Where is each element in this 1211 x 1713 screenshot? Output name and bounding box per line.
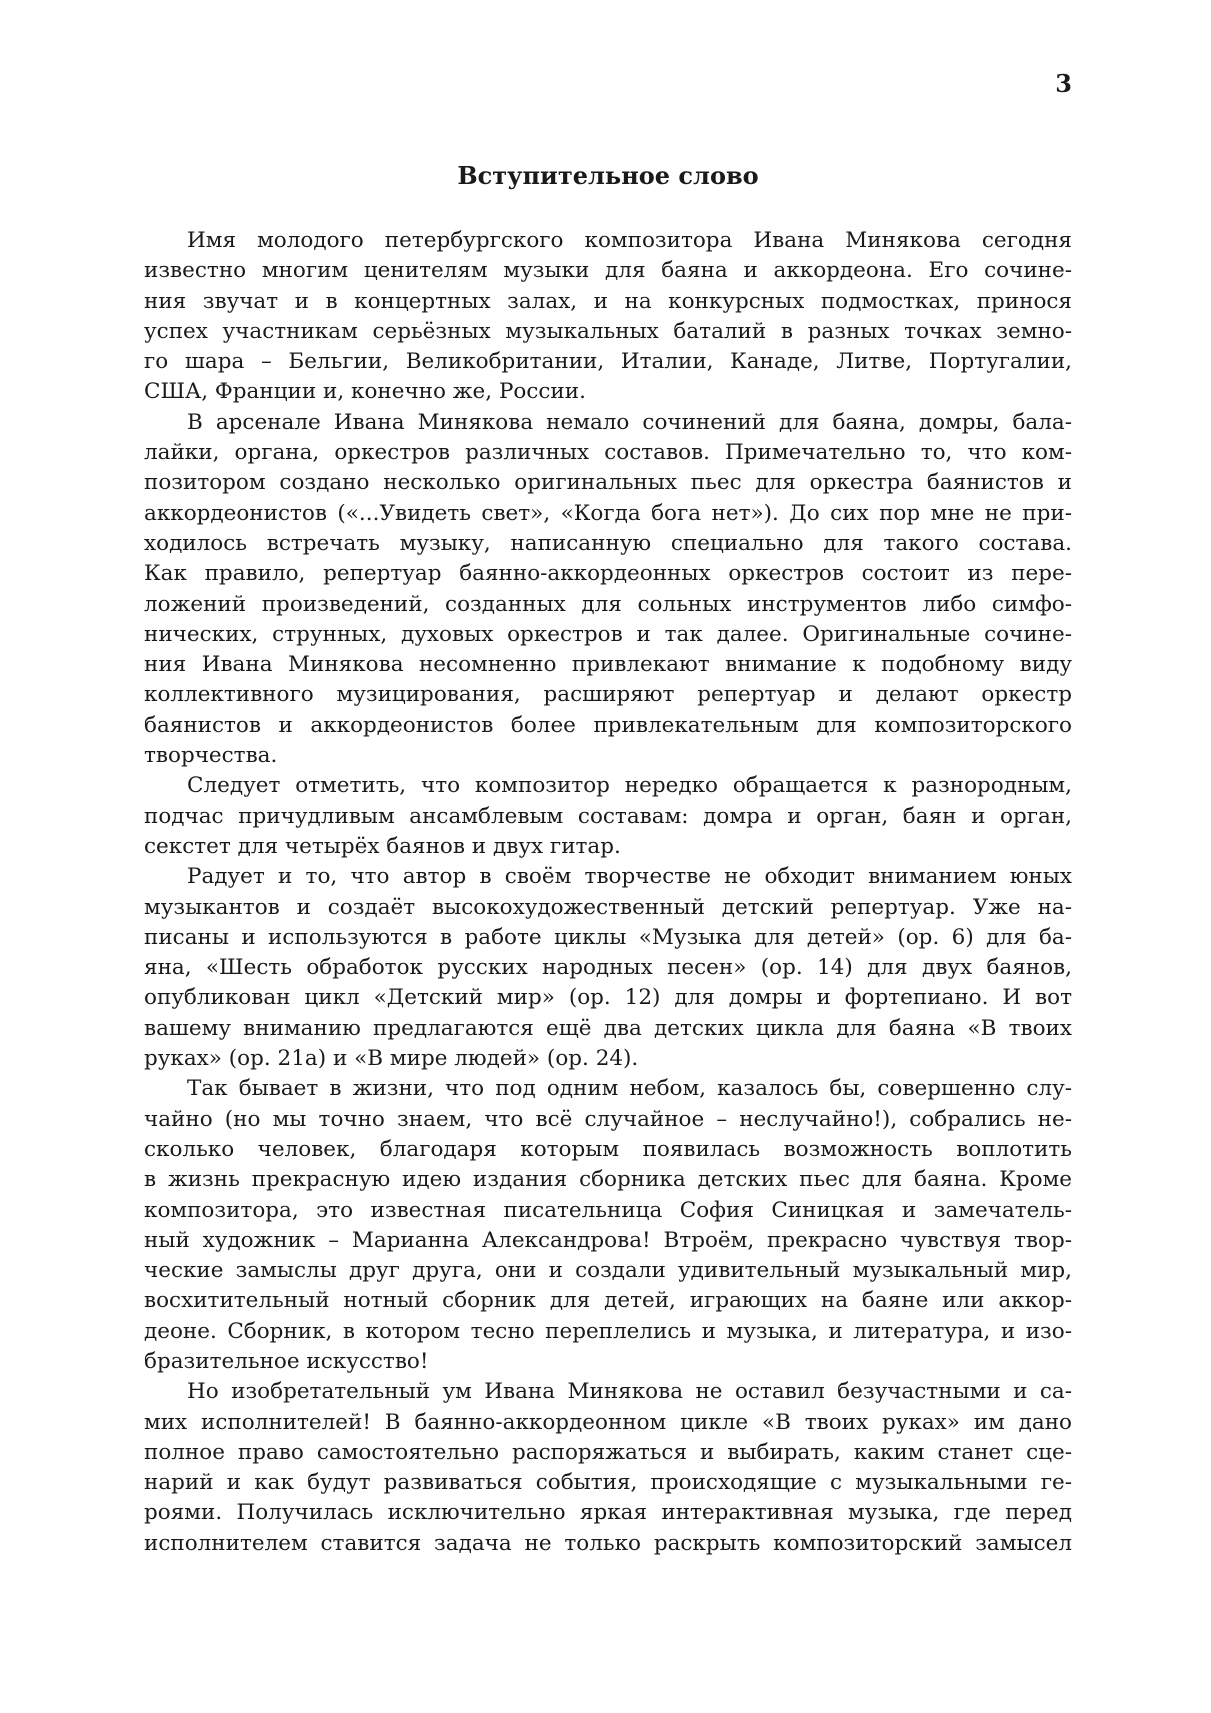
text-line: музыкантов и создаёт высокохудожественный детский репертуар. Уже на- bbox=[144, 894, 1072, 920]
text-line: творчества. bbox=[144, 743, 278, 769]
text-line: позитором создано несколько оригинальных пьес для оркестра баянистов и bbox=[144, 470, 1072, 496]
text-line: Следует отметить, что композитор нередко обращается к разнородным, bbox=[187, 773, 1072, 799]
text-line: исполнителем ставится задача не только раскрыть композиторский замысел bbox=[144, 1530, 1072, 1556]
page-title: Вступительное слово bbox=[457, 161, 759, 190]
text-line: подчас причудливым ансамблевым составам: домра и орган, баян и орган, bbox=[144, 803, 1072, 829]
paragraph bbox=[144, 862, 1072, 1074]
text-line: В арсенале Ивана Минякова немало сочинений для баяна, домры, бала- bbox=[187, 409, 1072, 435]
text-line: опубликован цикл «Детский мир» (op. 12) для домры и фортепиано. И вот bbox=[144, 985, 1072, 1011]
page-number: 3 bbox=[1055, 69, 1072, 98]
text-line: сколько человек, благодаря которым появилась возможность воплотить bbox=[144, 1136, 1072, 1162]
paragraph bbox=[144, 408, 1072, 772]
text-line: ния Ивана Минякова несомненно привлекают внимание к подобному виду bbox=[144, 652, 1072, 678]
text-line: ческие замыслы друг друга, они и создали удивительный музыкальный мир, bbox=[144, 1258, 1072, 1284]
text-line: Но изобретательный ум Ивана Минякова не оставил безучастными и са- bbox=[187, 1379, 1072, 1405]
text-line: США, Франции и, конечно же, России. bbox=[144, 379, 586, 405]
body-text bbox=[144, 226, 1072, 1559]
text-line: нарий и как будут развиваться события, происходящие с музыкальными ге- bbox=[144, 1470, 1072, 1496]
text-line: известно многим ценителям музыки для баяна и аккордеона. Его сочине- bbox=[144, 258, 1072, 284]
text-line: аккордеонистов («...Увидеть свет», «Когда бога нет»). До сих пор мне не при- bbox=[144, 500, 1072, 526]
text-line: полное право самостоятельно распоряжаться и выбирать, каким станет сце- bbox=[144, 1439, 1072, 1465]
text-line: Имя молодого петербургского композитора Ивана Минякова сегодня bbox=[187, 228, 1072, 253]
text-line: писаны и используются в работе циклы «Музыка для детей» (op. 6) для ба- bbox=[144, 924, 1072, 950]
text-line: Радует и то, что автор в своём творчестве не обходит вниманием юных bbox=[187, 864, 1072, 890]
text-line: в жизнь прекрасную идею издания сборника детских пьес для баяна. Кроме bbox=[144, 1167, 1072, 1193]
text-line: Как правило, репертуар баянно-аккордеонных оркестров состоит из пере- bbox=[144, 561, 1072, 587]
text-line: ный художник – Марианна Александрова! Втроём, прекрасно чувствуя твор- bbox=[144, 1227, 1072, 1253]
text-line: ложений произведений, созданных для сольных инструментов либо симфо- bbox=[144, 591, 1072, 617]
text-line: успех участникам серьёзных музыкальных баталий в разных точках земно- bbox=[144, 318, 1072, 344]
text-line: коллективного музицирования, расширяют репертуар и делают оркестр bbox=[144, 682, 1072, 708]
text-line: баянистов и аккордеонистов более привлекательным для композиторского bbox=[144, 712, 1072, 738]
text-line: роями. Получилась исключительно яркая интерактивная музыка, где перед bbox=[144, 1500, 1072, 1526]
text-line: мих исполнителей! В баянно-аккордеонном цикле «В твоих руках» им дано bbox=[144, 1409, 1072, 1435]
text-line: деоне. Сборник, в котором тесно переплелись и музыка, и литература, и изо- bbox=[144, 1318, 1072, 1344]
text-line: яна, «Шесть обработок русских народных песен» (op. 14) для двух баянов, bbox=[144, 955, 1072, 981]
text-line: руках» (op. 21a) и «В мире людей» (op. 24). bbox=[144, 1046, 639, 1072]
text-line: вашему вниманию предлагаются ещё два детских цикла для баяна «В твоих bbox=[144, 1015, 1072, 1041]
text-line: бразительное искусство! bbox=[144, 1348, 429, 1374]
text-line: го шара – Бельгии, Великобритании, Италии, Канаде, Литве, Португалии, bbox=[144, 349, 1072, 375]
paragraph bbox=[144, 1074, 1072, 1377]
paragraph bbox=[144, 1377, 1072, 1559]
text-line: восхитительный нотный сборник для детей, играющих на баяне или аккор- bbox=[144, 1288, 1072, 1314]
text-line: секстет для четырёх баянов и двух гитар. bbox=[144, 833, 621, 859]
text-line: ния звучат и в концертных залах, и на конкурсных подмостках, принося bbox=[144, 288, 1072, 314]
paragraph bbox=[144, 771, 1072, 862]
text-line: композитора, это известная писательница София Синицкая и замечатель- bbox=[144, 1197, 1072, 1223]
paragraph bbox=[144, 226, 1072, 408]
text-line: ходилось встречать музыку, написанную специально для такого состава. bbox=[144, 530, 1072, 556]
text-line: лайки, органа, оркестров различных составов. Примечательно то, что ком- bbox=[144, 440, 1072, 466]
text-line: Так бывает в жизни, что под одним небом, казалось бы, совершенно слу- bbox=[187, 1076, 1072, 1102]
text-line: нических, струнных, духовых оркестров и так далее. Оригинальные сочине- bbox=[144, 621, 1072, 647]
text-line: чайно (но мы точно знаем, что всё случайное – неслучайно!), собрались не- bbox=[144, 1106, 1072, 1132]
